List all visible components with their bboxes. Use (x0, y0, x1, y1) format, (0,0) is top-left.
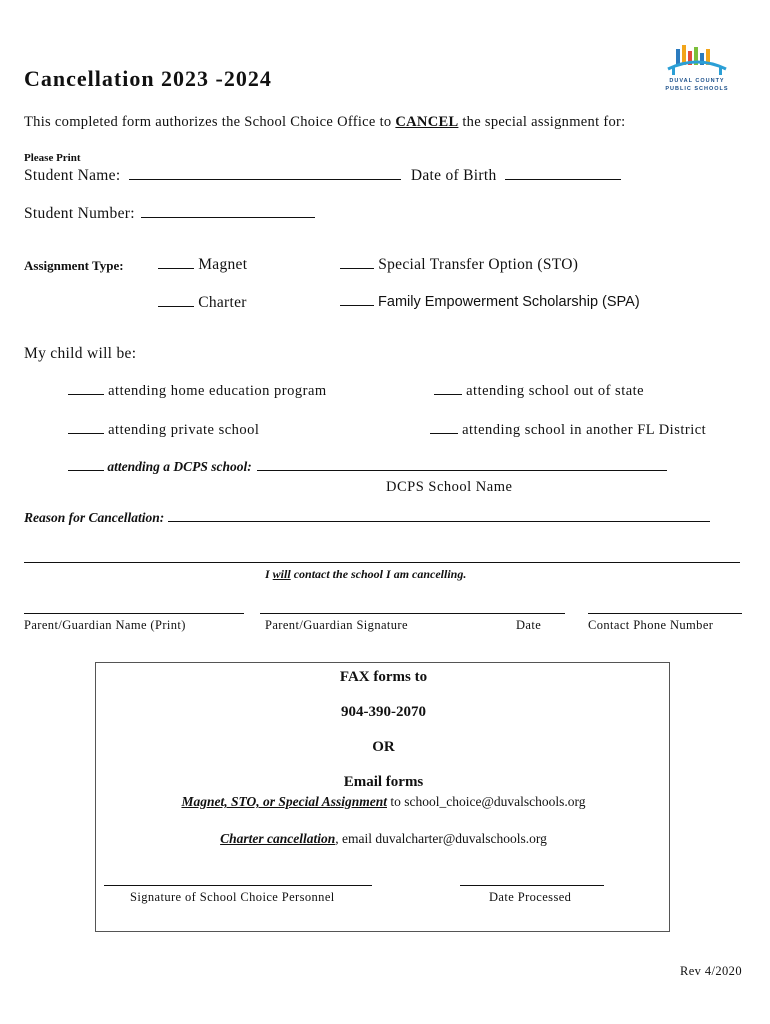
logo-line-1: DUVAL COUNTY (669, 78, 725, 84)
guardian-name-line[interactable] (24, 613, 244, 614)
out-of-state-check-line[interactable] (434, 393, 462, 395)
student-number-row (24, 205, 315, 223)
dcps-school-caption: DCPS School Name (386, 479, 513, 495)
dob-label: Date of Birth (410, 167, 497, 184)
sto-check-line[interactable] (340, 267, 374, 269)
guardian-signature-caption: Parent/Guardian Signature (265, 618, 408, 632)
private-label: attending private school (108, 422, 260, 438)
out-of-state-label: attending school out of state (466, 383, 645, 399)
home-ed-label: attending home education program (108, 383, 327, 399)
phone-caption: Contact Phone Number (588, 618, 714, 632)
other-district-check-line[interactable] (430, 432, 458, 434)
reason-row (24, 510, 710, 526)
dcps-check-line[interactable] (68, 469, 104, 471)
date-processed-caption: Date Processed (489, 890, 572, 904)
date-processed-line[interactable] (460, 885, 604, 886)
fax-number: 904-390-2070 (341, 704, 426, 720)
option-home-ed (68, 383, 327, 400)
student-name-label: Student Name: (24, 167, 121, 184)
dcps-school-field[interactable] (257, 469, 667, 471)
email-line-2 (96, 831, 671, 847)
email-charter-link: Charter cancellation (220, 831, 336, 846)
magnet-check-line[interactable] (158, 267, 194, 269)
assignment-sto (340, 256, 578, 274)
email-charter-address: , email duvalcharter@duvalschools.org (335, 831, 547, 846)
option-out-of-state (434, 383, 644, 400)
assignment-charter (158, 294, 247, 312)
sto-label: Special Transfer Option (STO) (378, 256, 579, 273)
private-check-line[interactable] (68, 432, 104, 434)
reason-field-line-2[interactable] (24, 562, 740, 563)
contact-i: I (265, 567, 273, 581)
option-dcps (68, 459, 667, 475)
intro-before: This completed form authorizes the School Choice Office to (24, 114, 396, 130)
personnel-signature-line[interactable] (104, 885, 372, 886)
intro-after: the special assignment for: (458, 114, 626, 130)
email-label: Email forms (343, 774, 424, 790)
email-line-1 (96, 794, 671, 810)
home-ed-check-line[interactable] (68, 393, 104, 395)
or-label: OR (372, 739, 395, 755)
intro-text (24, 114, 625, 131)
contact-will: will (272, 567, 291, 581)
spa-label: Family Empowerment Scholarship (SPA) (378, 294, 640, 310)
fax-email-box (95, 662, 670, 932)
contact-rest: contact the school I am cancelling. (290, 567, 467, 581)
dob-field[interactable] (505, 178, 621, 180)
reason-label: Reason for Cancellation: (24, 510, 165, 525)
logo-line-2: PUBLIC SCHOOLS (665, 86, 729, 92)
assignment-magnet (158, 256, 247, 274)
date-caption: Date (516, 618, 542, 632)
contact-school-note (265, 567, 466, 582)
phone-line[interactable] (588, 613, 742, 614)
spa-check-line[interactable] (340, 304, 374, 306)
email-magnet-address: to school_choice@duvalschools.org (387, 794, 586, 809)
student-name-row (24, 167, 621, 185)
magnet-label: Magnet (198, 256, 248, 273)
option-private (68, 422, 259, 439)
personnel-signature-caption: Signature of School Choice Personnel (130, 890, 335, 904)
other-district-label: attending school in another FL District (462, 422, 707, 438)
charter-check-line[interactable] (158, 305, 194, 307)
student-name-field[interactable] (129, 178, 401, 180)
child-will-be-label: My child will be: (24, 345, 137, 362)
page-title: Cancellation 2023 -2024 (24, 66, 272, 91)
option-other-district (430, 422, 706, 439)
dcps-label: attending a DCPS school: (107, 459, 252, 474)
guardian-name-caption: Parent/Guardian Name (Print) (24, 618, 186, 632)
assignment-spa (340, 294, 640, 310)
revision-note: Rev 4/2020 (680, 964, 742, 978)
logo-text (660, 77, 734, 93)
please-print-note: Please Print (24, 152, 81, 164)
fax-label: FAX forms to (339, 669, 428, 685)
email-magnet-link: Magnet, STO, or Special Assignment (181, 794, 387, 809)
intro-cancel: CANCEL (395, 114, 459, 130)
assignment-type-label: Assignment Type: (24, 258, 124, 273)
student-number-label: Student Number: (24, 205, 135, 222)
reason-field-line-1[interactable] (168, 520, 710, 522)
charter-label: Charter (198, 294, 247, 311)
student-number-field[interactable] (141, 216, 315, 218)
guardian-signature-line[interactable] (260, 613, 565, 614)
